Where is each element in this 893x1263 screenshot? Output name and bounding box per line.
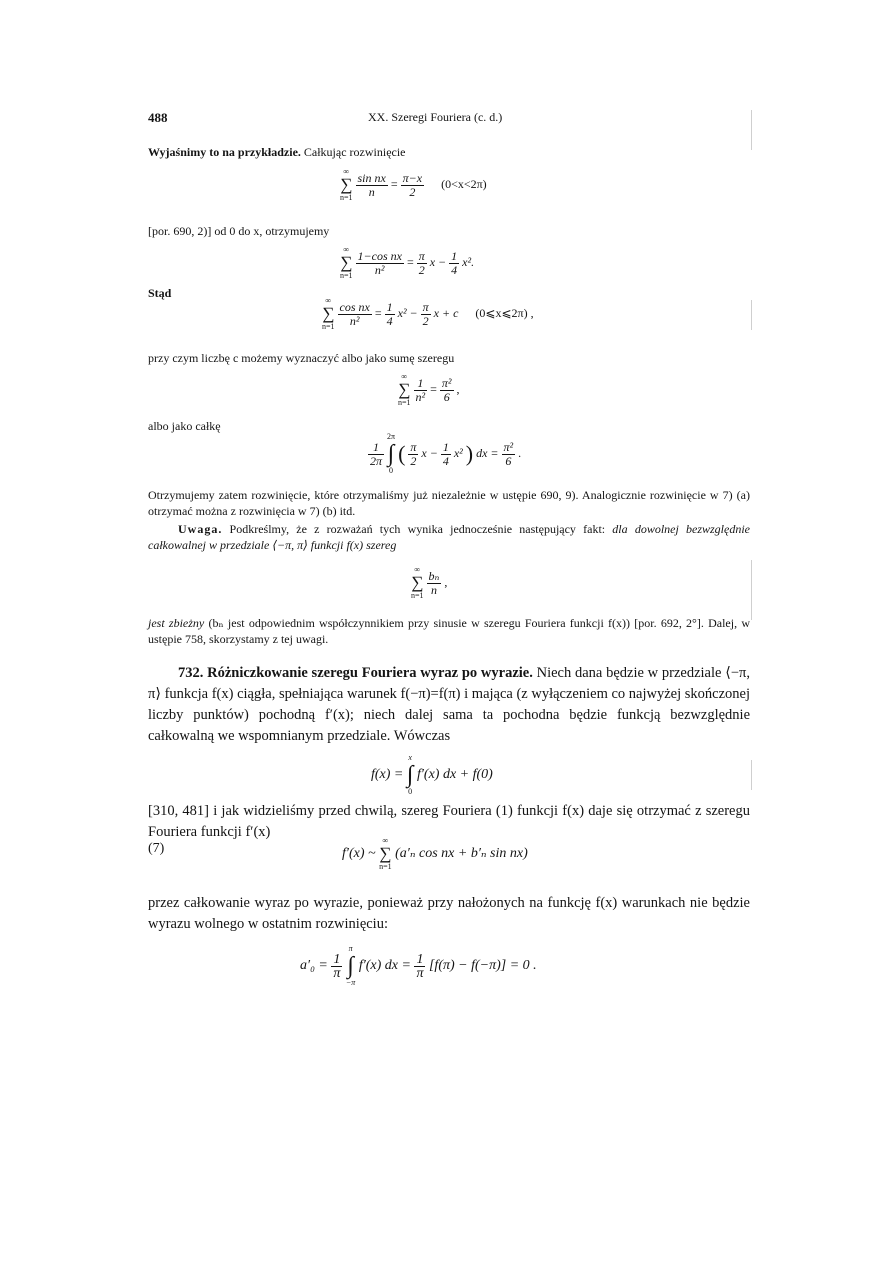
equals-sign: =	[406, 254, 414, 269]
scan-mark	[751, 300, 752, 330]
fraction: $\frac{1}{\pi}$	[416, 951, 424, 981]
term: dx =	[476, 445, 499, 460]
paragraph-310: [310, 481] i jak widzieliśmy przed chwilą, szereg Fouriera (1) funkcji f(x) daje się otrzymać z szeregu Fouriera funkcji f′(x)	[148, 803, 750, 840]
sum-symbol: ∞ ∑ n=1	[398, 372, 411, 407]
equals-sign: =	[374, 305, 382, 320]
equals-sign: =	[430, 381, 437, 396]
fraction: $\frac{1}{\text{n²}}$	[415, 375, 426, 404]
term: x + c	[433, 305, 459, 320]
equation-cosine-series-1	[340, 245, 474, 281]
comma: ,	[456, 381, 460, 396]
paragraph-uwaga	[148, 521, 750, 553]
equation-sine-series	[340, 167, 487, 203]
equals-sign: =	[390, 176, 398, 191]
equation-label-7: (7)	[148, 841, 165, 856]
uwaga-italic: dla dowolnej bezwzględnie całkowalnej w przedziale ⟨−π, π⟩ funkcji f(x) szereg	[148, 522, 750, 552]
condition: (0⩽x⩽2π) ,	[475, 305, 534, 320]
fraction: $\frac{1}{4}$	[451, 248, 458, 277]
fraction: $\frac{\text{1−cos nx}}{\text{n²}}$	[357, 248, 402, 277]
equation-fprime-series	[342, 836, 528, 872]
intro-rest: Całkując rozwinięcie	[303, 145, 406, 159]
paragraph-otrzymujemy: Otrzymujemy zatem rozwinięcie, które otrzymaliśmy już niezależnie w ustępie 690, 9). Analogicznie rozwinięcie w 7) (a) otrzymać można z rozwinięcia w 7) (b) itd.	[148, 488, 750, 518]
fraction: $\frac{\text{π²}}{6}$	[441, 375, 452, 404]
term: x².	[462, 254, 475, 269]
equation-cosine-series-2	[322, 296, 534, 332]
zbiezny-italic: jest zbieżny	[148, 616, 205, 630]
sum-symbol: ∞ ∑ n=1	[411, 565, 424, 600]
uwaga-text: Podkreślmy, że z rozważań tych wynika jednocześnie następujący fakt:	[229, 522, 606, 536]
fraction: $\frac{1}{4}$	[386, 299, 393, 328]
term: a′₀ =	[300, 958, 328, 974]
fraction: $\frac{1}{4}$	[442, 439, 449, 468]
period: .	[518, 445, 522, 460]
page-number: 488	[148, 110, 168, 125]
running-title: XX. Szeregi Fouriera (c. d.)	[368, 110, 503, 124]
integral-symbol: x ∫ 0	[406, 753, 414, 796]
term: f′(x) ~	[342, 846, 376, 862]
section-text: Niech dana będzie w przedziale ⟨−π, π⟩ funkcja f(x) ciągła, spełniająca warunek f(−π)=f(π) i mająca (z wyłączeniem co najwyżej skończonej liczby punktów) pochodną f′(x); niech dalej sama ta pochodna będzie funkcją bezwzględnie całkowalną we wspomnianym przedziale. Wówczas	[148, 665, 750, 744]
equation-integral	[368, 432, 521, 476]
term: x −	[429, 254, 447, 269]
term: f(x) =	[371, 767, 404, 783]
scan-mark	[751, 760, 752, 790]
paragraph-przy-czym: przy czym liczbę c możemy wyznaczyć albo jako sumę szeregu	[148, 351, 455, 365]
condition: (0<x<2π)	[441, 176, 487, 191]
equation-fx-integral	[371, 753, 493, 797]
equation-a0-prime	[300, 944, 537, 988]
term: x² −	[397, 305, 418, 320]
fraction: $\frac{\text{π²}}{6}$	[503, 439, 514, 468]
equation-basel	[398, 372, 460, 408]
intro-bold: Wyjaśnimy to na przykładzie.	[148, 145, 301, 159]
sum-symbol: ∞ ∑ n=1	[340, 167, 353, 202]
fraction: $\frac{1}{2\pi}$	[370, 439, 383, 468]
paragraph-por: [por. 690, 2)] od 0 do x, otrzymujemy	[148, 224, 330, 238]
label-albo: albo jako całkę	[148, 419, 221, 433]
term: f′(x) dx =	[358, 958, 411, 974]
integral-symbol: 2π ∫ 0	[387, 432, 396, 475]
paren-open: (	[398, 441, 406, 466]
term: [f(π) − f(−π)] = 0 .	[428, 958, 537, 974]
scan-mark	[751, 560, 752, 620]
fraction: $\frac{\text{cos nx}}{\text{n²}}$	[339, 299, 370, 328]
paragraph-zbiezny	[148, 615, 750, 647]
sum-symbol: ∞ ∑ n=1	[379, 836, 392, 871]
sum-symbol: ∞ ∑ n=1	[340, 245, 353, 280]
term: (a′ₙ cos nx + b′ₙ sin nx)	[395, 846, 528, 862]
section-number: 732.	[178, 665, 204, 681]
uwaga-label: Uwaga.	[178, 522, 223, 536]
fraction: $\frac{\pi-x}{2}$	[402, 170, 423, 199]
label-stad: Stąd	[148, 286, 172, 300]
section-732	[148, 663, 750, 747]
fraction: $\frac{\text{bₙ}}{n}$	[428, 568, 440, 597]
term: x −	[421, 445, 438, 460]
sum-symbol: ∞ ∑ n=1	[322, 296, 335, 331]
paragraph-przez-calkowanie: przez całkowanie wyraz po wyrazie, ponieważ przy nałożonych na funkcję f(x) warunkach nie będzie wyrazu wolnego w ostatnim rozwinięciu:	[148, 895, 750, 932]
term: f′(x) dx + f(0)	[416, 767, 493, 783]
paragraph-intro	[148, 145, 406, 160]
scan-mark	[751, 110, 752, 150]
integral-symbol: π ∫ −π	[345, 944, 356, 987]
equation-bn-series	[411, 565, 447, 601]
comma: ,	[444, 574, 448, 589]
zbiezny-text: (bₙ jest odpowiednim współczynnikiem przy sinusie w szeregu Fouriera funkcji f(x)) [por. 692, 2°]. Dalej, w ustępie 758, skorzystamy z tej uwagi.	[148, 616, 750, 646]
paren-close: )	[465, 441, 474, 466]
fraction: $\frac{\pi}{2}$	[422, 299, 429, 328]
fraction: $\frac{\pi}{2}$	[418, 248, 425, 277]
fraction: $\frac{\pi}{2}$	[410, 439, 417, 468]
section-title: Różniczkowanie szeregu Fouriera wyraz po wyrazie.	[207, 665, 533, 681]
fraction: $\frac{\text{sin nx}}{n}$	[357, 170, 386, 199]
term: x²	[453, 445, 463, 460]
fraction: $\frac{1}{\pi}$	[333, 951, 341, 981]
